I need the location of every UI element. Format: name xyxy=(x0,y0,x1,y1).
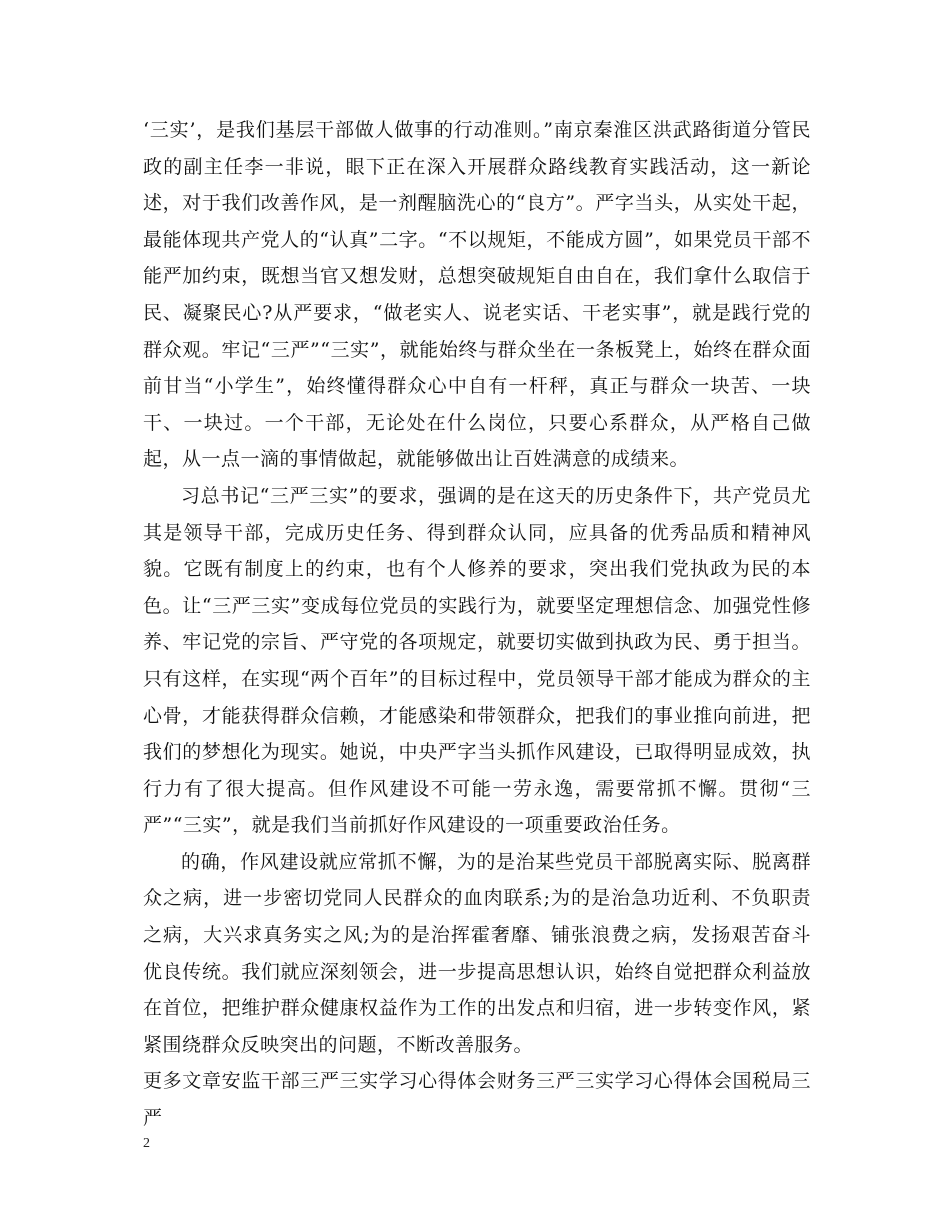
paragraph-1: ‘三实’，是我们基层干部做人做事的行动准则。”南京秦淮区洪武路街道分管民政的副主任李一非说，眼下正在深入开展群众路线教育实践活动，这一新论述，对于我们改善作风，是一剂醒脑洗心的“良方”。严字当头，从实处干起，最能体现共产党人的“认真”二字。“不以规矩，不能成方圆”，如果党员干部不能严加约束，既想当官又想发财，总想突破规矩自由自在，我们拿什么取信于民、凝聚民心?从严要求，“做老实人、说老实话、干老实事”，就是践行党的群众观。牢记“三严”“三实”，就能始终与群众坐在一条板凳上，始终在群众面前甘当“小学生”，始终懂得群众心中自有一杆秤，真正与群众一块苦、一块干、一块过。一个干部，无论处在什么岗位，只要心系群众，从严格自己做起，从一点一滴的事情做起，就能够做出让百姓满意的成绩来。 xyxy=(143,119,811,471)
paragraph-3: 的确，作风建设就应常抓不懈，为的是治某些党员干部脱离实际、脱离群众之病，进一步密切党同人民群众的血肉联系;为的是治急功近利、不负职责之病，大兴求真务实之风;为的是治挥霍奢靡、铺张浪费之病，发扬艰苦奋斗优良传统。我们就应深刻领会，进一步提高思想认识，始终自觉把群众利益放在首位，把维护群众健康权益作为工作的出发点和归宿，进一步转变作风，紧紧围绕群众反映突出的问题，不断改善服务。 xyxy=(143,850,811,1056)
document-body xyxy=(143,112,811,1137)
paragraph-2: 习总书记“三严三实”的要求，强调的是在这天的历史条件下，共产党员尤其是领导干部，完成历史任务、得到群众认同，应具备的优秀品质和精神风貌。它既有制度上的约束，也有个人修养的要求，突出我们党执政为民的本色。让“三严三实”变成每位党员的实践行为，就要坚定理想信念、加强党性修养、牢记党的宗旨、严守党的各项规定，就要切实做到执政为民、勇于担当。只有这样，在实现“两个百年”的目标过程中，党员领导干部才能成为群众的主心骨，才能获得群众信赖，才能感染和带领群众，把我们的事业推向前进，把我们的梦想化为现实。她说，中央严字当头抓作风建设，已取得明显成效，执行力有了很大提高。但作风建设不可能一劳永逸，需要常抓不懈。贯彻“三严”“三实”，就是我们当前抓好作风建设的一项重要政治任务。 xyxy=(143,484,811,837)
related-articles-line: 更多文章安监干部三严三实学习心得体会财务三严三实学习心得体会国税局三严 xyxy=(143,1070,811,1130)
page-number: 2 xyxy=(143,1136,150,1151)
